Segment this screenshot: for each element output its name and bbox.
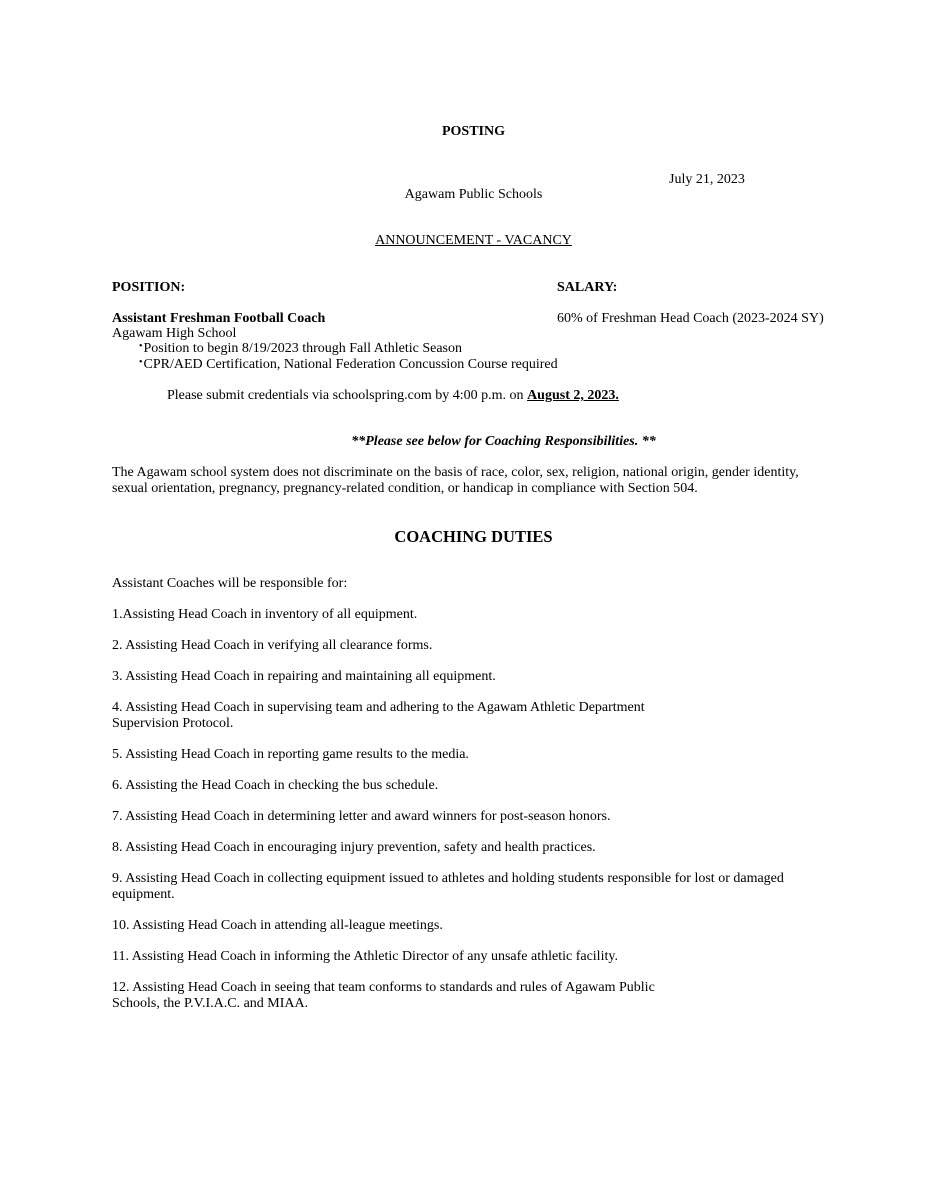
position-heading: POSITION:: [112, 280, 186, 295]
coaching-duties-heading: COACHING DUTIES: [394, 527, 553, 546]
bullet-icon: •: [139, 357, 143, 368]
duty-item: 11. Assisting Head Coach in informing the Athletic Director of any unsafe athletic facility.: [112, 949, 618, 964]
duty-item: 8. Assisting Head Coach in encouraging injury prevention, safety and health practices.: [112, 840, 596, 855]
posting-title: POSTING: [441, 124, 505, 139]
organization-name: Agawam Public Schools: [404, 187, 543, 202]
submission-deadline: August 2, 2023.: [527, 388, 619, 403]
bullet-icon: •: [139, 341, 143, 352]
duty-item: 9. Assisting Head Coach in collecting equipment issued to athletes and holding students responsible for lost or damaged equipment.: [112, 871, 784, 902]
duty-item: 7. Assisting Head Coach in determining letter and award winners for post-season honors.: [112, 809, 611, 824]
duty-item: 1.Assisting Head Coach in inventory of all equipment.: [112, 607, 418, 622]
salary-value: 60% of Freshman Head Coach (2023-2024 SY): [557, 311, 824, 326]
school-name: Agawam High School: [112, 326, 237, 341]
announcement-heading: ANNOUNCEMENT - VACANCY: [375, 233, 572, 248]
duty-item: 3. Assisting Head Coach in repairing and maintaining all equipment.: [112, 669, 496, 684]
salary-heading: SALARY:: [557, 280, 618, 295]
duties-intro: Assistant Coaches will be responsible for:: [112, 576, 348, 591]
submission-instructions: Please submit credentials via schoolspring.com by 4:00 p.m. on August 2, 2023.: [167, 388, 619, 403]
duties-list: [112, 607, 832, 1012]
duty-item: 4. Assisting Head Coach in supervising team and adhering to the Agawam Athletic Department Supervision Protocol.: [112, 700, 645, 731]
position-name: Assistant Freshman Football Coach: [112, 311, 326, 326]
duty-item: 2. Assisting Head Coach in verifying all clearance forms.: [112, 638, 433, 653]
duty-item: 6. Assisting the Head Coach in checking the bus schedule.: [112, 778, 439, 793]
posting-date: July 21, 2023: [669, 172, 745, 187]
see-below-note: **Please see below for Coaching Responsibilities. **: [351, 434, 656, 449]
duty-item: 10. Assisting Head Coach in attending all-league meetings.: [112, 918, 443, 933]
requirement-item: •Position to begin 8/19/2023 through Fall Athletic Season: [139, 341, 463, 356]
requirement-item: •CPR/AED Certification, National Federation Concussion Course required: [139, 357, 558, 372]
duty-item: 5. Assisting Head Coach in reporting game results to the media.: [112, 747, 469, 762]
nondiscrimination-statement: The Agawam school system does not discriminate on the basis of race, color, sex, religion, national origin, gender identity, sexual orientation, pregnancy, pregnancy-related condition, or handicap in compliance with Section 504.: [112, 465, 799, 496]
duty-item: 12. Assisting Head Coach in seeing that team conforms to standards and rules of Agawam Public Schools, the P.V.I.A.C. and MIAA.: [112, 980, 655, 1011]
